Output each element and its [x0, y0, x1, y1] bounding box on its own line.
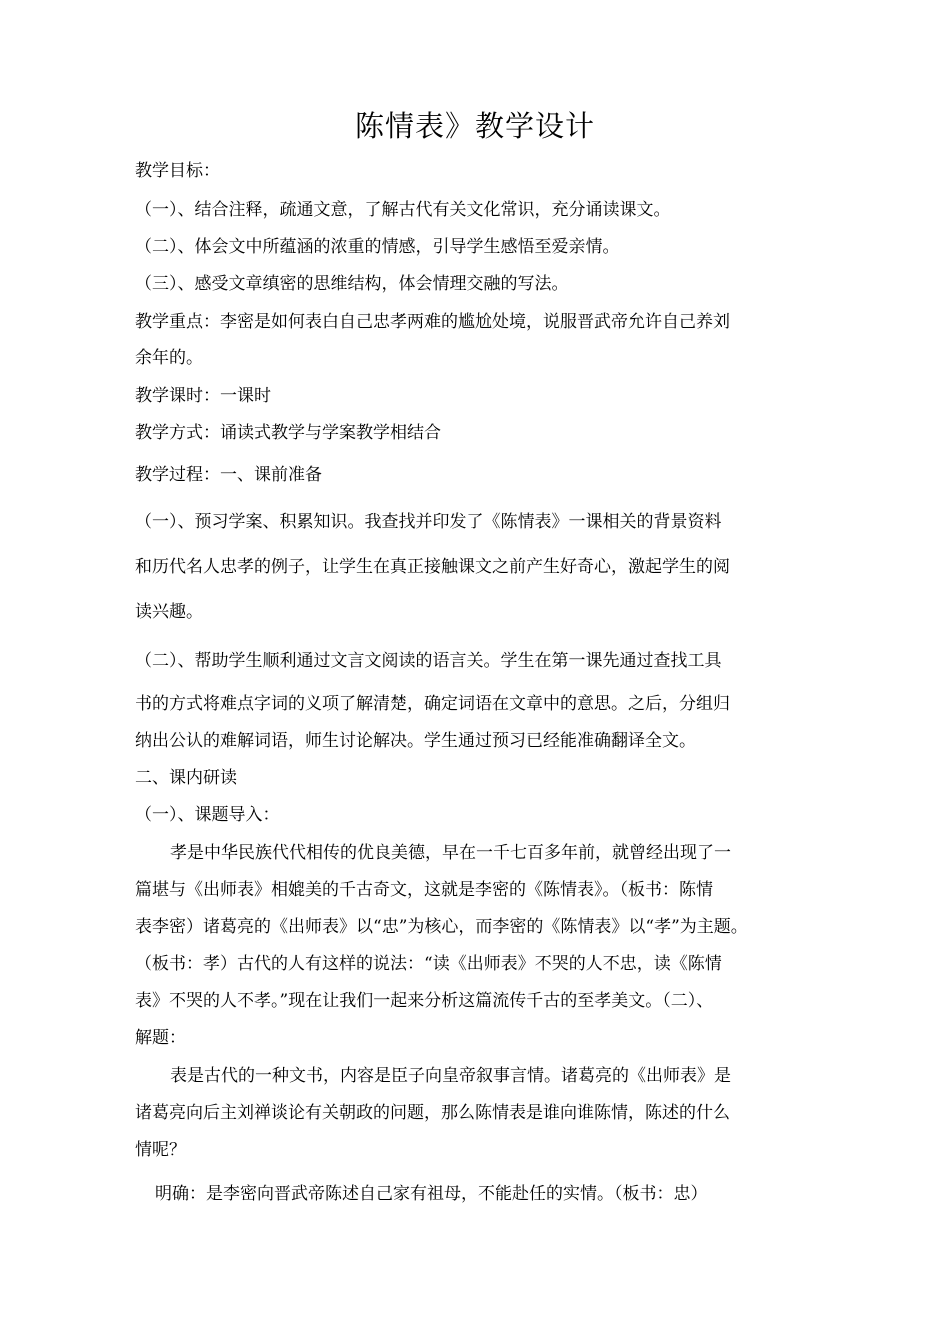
- text-line: 表李密）诸葛亮的《出师表》以“忠”为核心，而李密的《陈情表》以“孝”为主题。: [135, 917, 748, 937]
- text-line: 孝是中华民族代代相传的优良美德，早在一千七百多年前，就曾经出现了一: [170, 843, 731, 863]
- section-heading: 二、课内研读: [135, 768, 237, 788]
- text-line: 教学目标：: [135, 161, 220, 181]
- text-line: （二）、帮助学生顺利通过文言文阅读的语言关。学生在第一课先通过查找工具: [135, 651, 722, 671]
- text-line: 表》不哭的人不孝。”现在让我们一起来分析这篇流传千古的至孝美文。（二）、: [135, 991, 714, 1011]
- text-line: （一）、课题导入：: [135, 805, 280, 825]
- text-line: 情呢？: [135, 1140, 186, 1160]
- text-line: 读兴趣。: [135, 602, 203, 622]
- text-line: （板书：孝）古代的人有这样的说法：“读《出师表》不哭的人不忠，读《陈情: [135, 954, 722, 974]
- text-line: 书的方式将难点字词的义项了解清楚，确定词语在文章中的意思。之后，分组归: [135, 694, 730, 714]
- text-line: 解题：: [135, 1028, 186, 1048]
- text-line: 篇堪与《出师表》相媲美的千古奇文，这就是李密的《陈情表》。（板书：陈情: [135, 880, 713, 900]
- text-line: （一）、结合注释，疏通文意，了解古代有关文化常识，充分诵读课文。: [135, 200, 671, 220]
- text-line: （二）、体会文中所蕴涵的浓重的情感，引导学生感悟至爱亲情。: [135, 237, 620, 257]
- text-line: 明确：是李密向晋武帝陈述自己家有祖母，不能赴任的实情。（板书：忠）: [155, 1184, 708, 1204]
- text-line: 余年的。: [135, 348, 203, 368]
- text-line: 教学重点：李密是如何表白自己忠孝两难的尴尬处境，说服晋武帝允许自己养刘: [135, 312, 730, 332]
- document-title: 陈情表》教学设计: [354, 109, 595, 143]
- text-line: 表是古代的一种文书，内容是臣子向皇帝叙事言情。诸葛亮的《出师表》是: [170, 1066, 731, 1086]
- text-line: 诸葛亮向后主刘禅谈论有关朝政的问题，那么陈情表是谁向谁陈情，陈述的什么: [135, 1103, 730, 1123]
- text-line: 教学过程：一、课前准备: [135, 465, 322, 485]
- text-line: 纳出公认的难解词语，师生讨论解决。学生通过预习已经能准确翻译全文。: [135, 731, 696, 751]
- text-line: （三）、感受文章缜密的思维结构，体会情理交融的写法。: [135, 274, 569, 294]
- text-line: 教学课时：一课时: [135, 386, 271, 406]
- text-line: （一）、预习学案、积累知识。我查找并印发了《陈情表》一课相关的背景资料: [135, 512, 722, 532]
- text-line: 教学方式：诵读式教学与学案教学相结合: [135, 423, 441, 443]
- text-line: 和历代名人忠孝的例子，让学生在真正接触课文之前产生好奇心，激起学生的阅: [135, 557, 730, 577]
